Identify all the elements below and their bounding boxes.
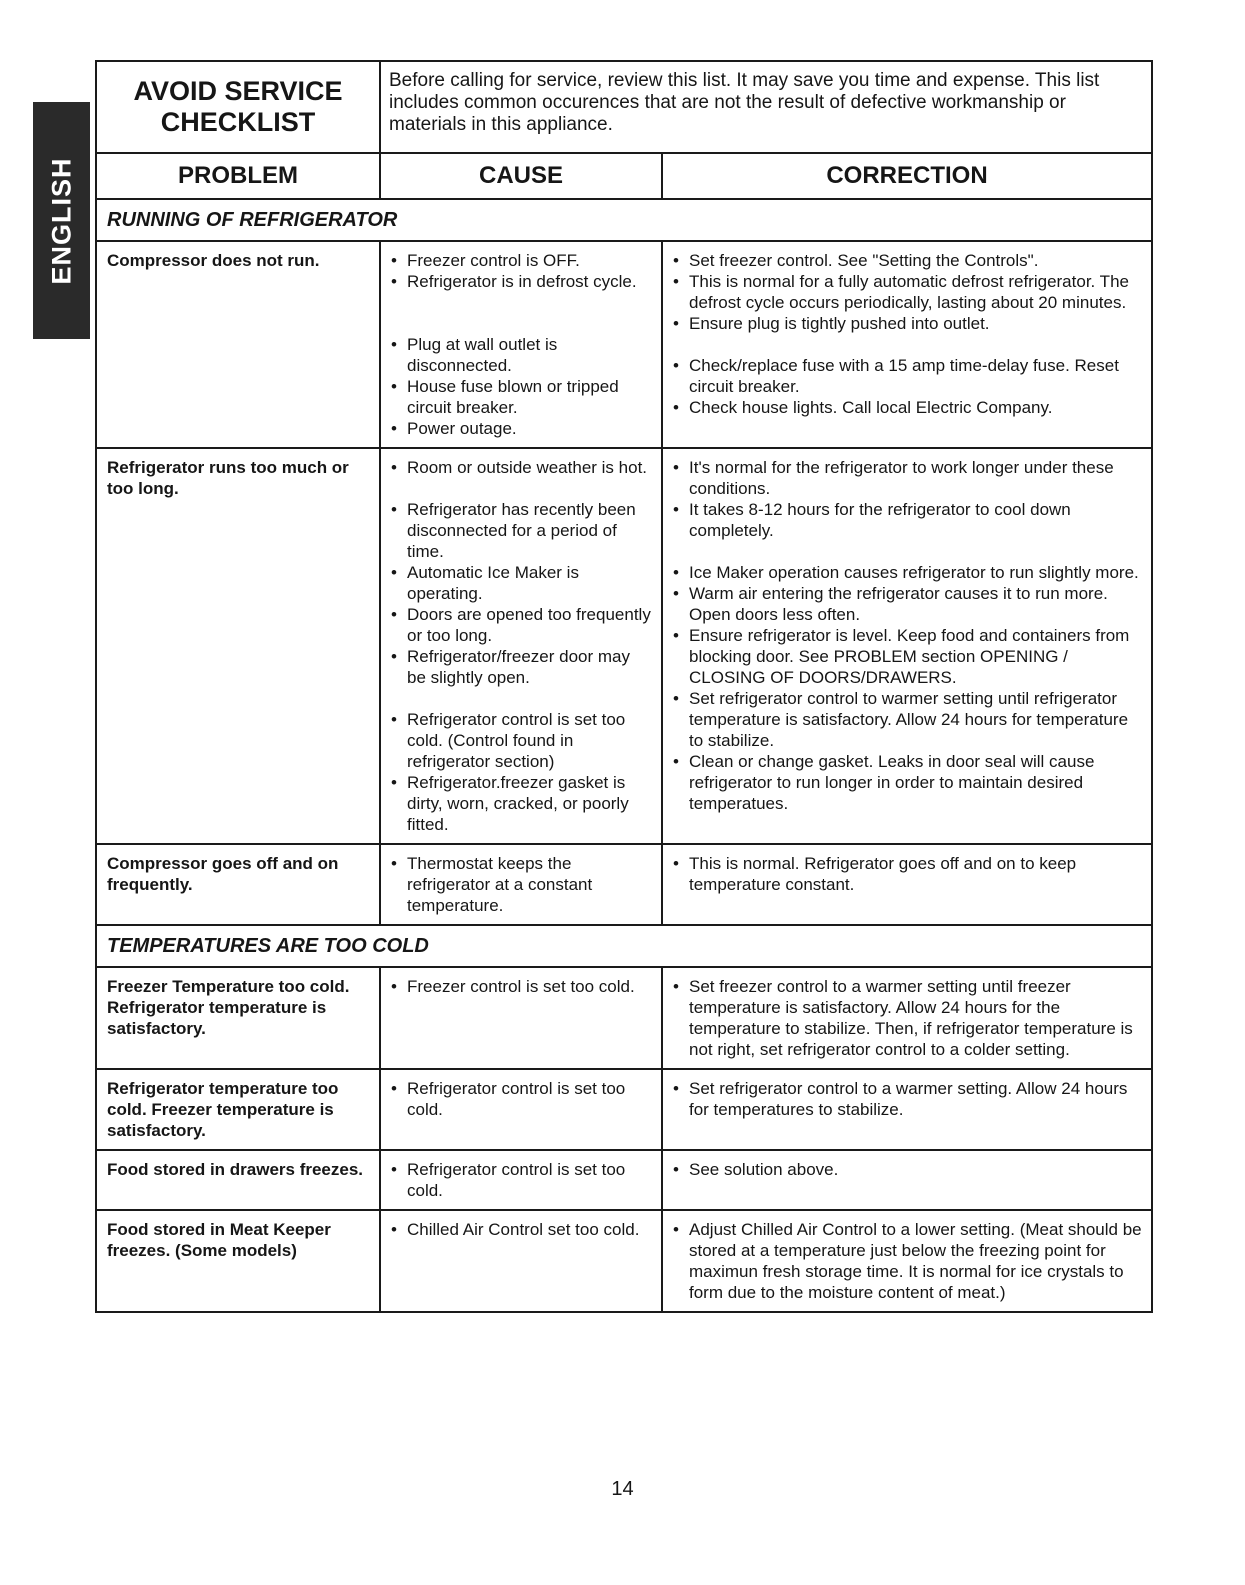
cause-cell	[381, 1151, 663, 1209]
cause-item: • Refrigerator.freezer gasket is dirty, worn, cracked, or poorly fitted.	[391, 773, 629, 834]
correction-item: • Ensure plug is tightly pushed into outlet.	[673, 314, 990, 333]
cause-item: • Thermostat keeps the refrigerator at a constant temperature.	[391, 854, 593, 915]
correction-cell	[663, 845, 1151, 924]
cause-item: • Power outage.	[391, 419, 517, 438]
problem-cell: Refrigerator temperature too cold. Freezer temperature is satisfactory.	[97, 1070, 381, 1149]
cause-item: • Refrigerator control is set too cold.	[391, 1160, 626, 1200]
cause-item: • Chilled Air Control set too cold.	[391, 1220, 640, 1239]
correction-item: • This is normal. Refrigerator goes off and on to keep temperature constant.	[673, 854, 1077, 894]
correction-item: • Warm air entering the refrigerator causes it to run more. Open doors less often.	[673, 584, 1108, 624]
table-row	[97, 1151, 1151, 1211]
checklist-title	[97, 62, 381, 152]
cause-cell	[381, 845, 663, 924]
table-row	[97, 1211, 1151, 1313]
problem-column-header: PROBLEM	[97, 154, 381, 198]
cause-item: • Plug at wall outlet is disconnected.	[391, 335, 558, 375]
cause-item: • Room or outside weather is hot.	[391, 458, 648, 477]
problem-cell: Compressor goes off and on frequently.	[97, 845, 381, 924]
correction-item: • Check house lights. Call local Electric Company.	[673, 398, 1053, 417]
problem-cell: Refrigerator runs too much or too long.	[97, 449, 381, 843]
correction-item: • Set refrigerator control to warmer setting until refrigerator temperature is satisfactory. Allow 24 hours for temperature to stabilize.	[673, 689, 1129, 750]
title-line-2: CHECKLIST	[160, 107, 316, 137]
cause-item: • Doors are opened too frequently or too long.	[391, 605, 651, 645]
cause-item: • Freezer control is OFF.	[391, 251, 580, 270]
correction-item: • Set refrigerator control to a warmer setting. Allow 24 hours for temperatures to stabilize.	[673, 1079, 1128, 1119]
cause-cell	[381, 242, 663, 447]
intro-text: Before calling for service, review this list. It may save you time and expense. This list includes common occurences that are not the result of defective workmanship or materials in this appliance.	[389, 70, 1100, 135]
correction-cell	[663, 1211, 1151, 1311]
cause-column-header: CAUSE	[381, 154, 663, 198]
correction-cell	[663, 449, 1151, 843]
correction-item: • Ensure refrigerator is level. Keep food and containers from blocking door. See PROBLEM section OPENING / CLOSING OF DOORS/DRAWERS.	[673, 626, 1130, 687]
language-tab-label: ENGLISH	[46, 156, 76, 285]
correction-item: • Set freezer control to a warmer setting until freezer temperature is satisfactory. Allow 24 hours for the temperature to stabilize. Then, if refrigerator temperature is not right, set refrigerator control to a colder setting.	[673, 977, 1133, 1059]
table-row	[97, 1070, 1151, 1151]
checklist-table	[95, 60, 1153, 1313]
correction-item: • See solution above.	[673, 1160, 839, 1179]
language-tab	[33, 102, 90, 339]
correction-cell	[663, 1151, 1151, 1209]
column-header-row	[97, 154, 1151, 200]
table-row	[97, 449, 1151, 845]
section-header: RUNNING OF REFRIGERATOR	[97, 200, 1151, 242]
correction-item: • Ice Maker operation causes refrigerator to run slightly more.	[673, 563, 1139, 582]
cause-cell	[381, 449, 663, 843]
correction-item: • This is normal for a fully automatic defrost refrigerator. The defrost cycle occurs periodically, lasting about 20 minutes.	[673, 272, 1129, 312]
correction-item: • It's normal for the refrigerator to work longer under these conditions.	[673, 458, 1114, 498]
table-row	[97, 968, 1151, 1070]
cause-item: • House fuse blown or tripped circuit breaker.	[391, 377, 619, 417]
cause-item: • Refrigerator is in defrost cycle.	[391, 272, 637, 291]
header-row	[97, 62, 1151, 154]
correction-cell	[663, 1070, 1151, 1149]
cause-item: • Freezer control is set too cold.	[391, 977, 635, 996]
correction-item: • Clean or change gasket. Leaks in door seal will cause refrigerator to run longer in order to maintain desired temperatues.	[673, 752, 1095, 813]
table-row	[97, 845, 1151, 926]
title-line-1: AVOID SERVICE	[133, 76, 343, 106]
page-number: 14	[611, 1478, 634, 1500]
problem-cell: Compressor does not run.	[97, 242, 381, 447]
cause-cell	[381, 1211, 663, 1311]
correction-item: • Check/replace fuse with a 15 amp time-delay fuse. Reset circuit breaker.	[673, 356, 1119, 396]
cause-item: • Refrigerator has recently been disconnected for a period of time.	[391, 500, 636, 561]
correction-cell	[663, 968, 1151, 1068]
correction-cell	[663, 242, 1151, 447]
cause-item: • Refrigerator control is set too cold. (Control found in refrigerator section)	[391, 710, 626, 771]
section-header: TEMPERATURES ARE TOO COLD	[97, 926, 1151, 968]
problem-cell: Food stored in drawers freezes.	[97, 1151, 381, 1209]
cause-item: • Refrigerator/freezer door may be slightly open.	[391, 647, 630, 687]
cause-cell	[381, 968, 663, 1068]
correction-item: • Adjust Chilled Air Control to a lower setting. (Meat should be stored at a temperature just below the freezing point for maximun fresh storage time. It is normal for ice crystals to form due to the moisture content of meat.)	[673, 1220, 1142, 1302]
problem-cell: Food stored in Meat Keeper freezes. (Some models)	[97, 1211, 381, 1311]
correction-item: • It takes 8-12 hours for the refrigerator to cool down completely.	[673, 500, 1071, 540]
cause-cell	[381, 1070, 663, 1149]
correction-column-header: CORRECTION	[826, 162, 988, 189]
cause-item: • Refrigerator control is set too cold.	[391, 1079, 626, 1119]
table-row	[97, 242, 1151, 449]
problem-cell: Freezer Temperature too cold. Refrigerator temperature is satisfactory.	[97, 968, 381, 1068]
correction-item: • Set freezer control. See "Setting the Controls".	[673, 251, 1039, 270]
cause-item: • Automatic Ice Maker is operating.	[391, 563, 579, 603]
